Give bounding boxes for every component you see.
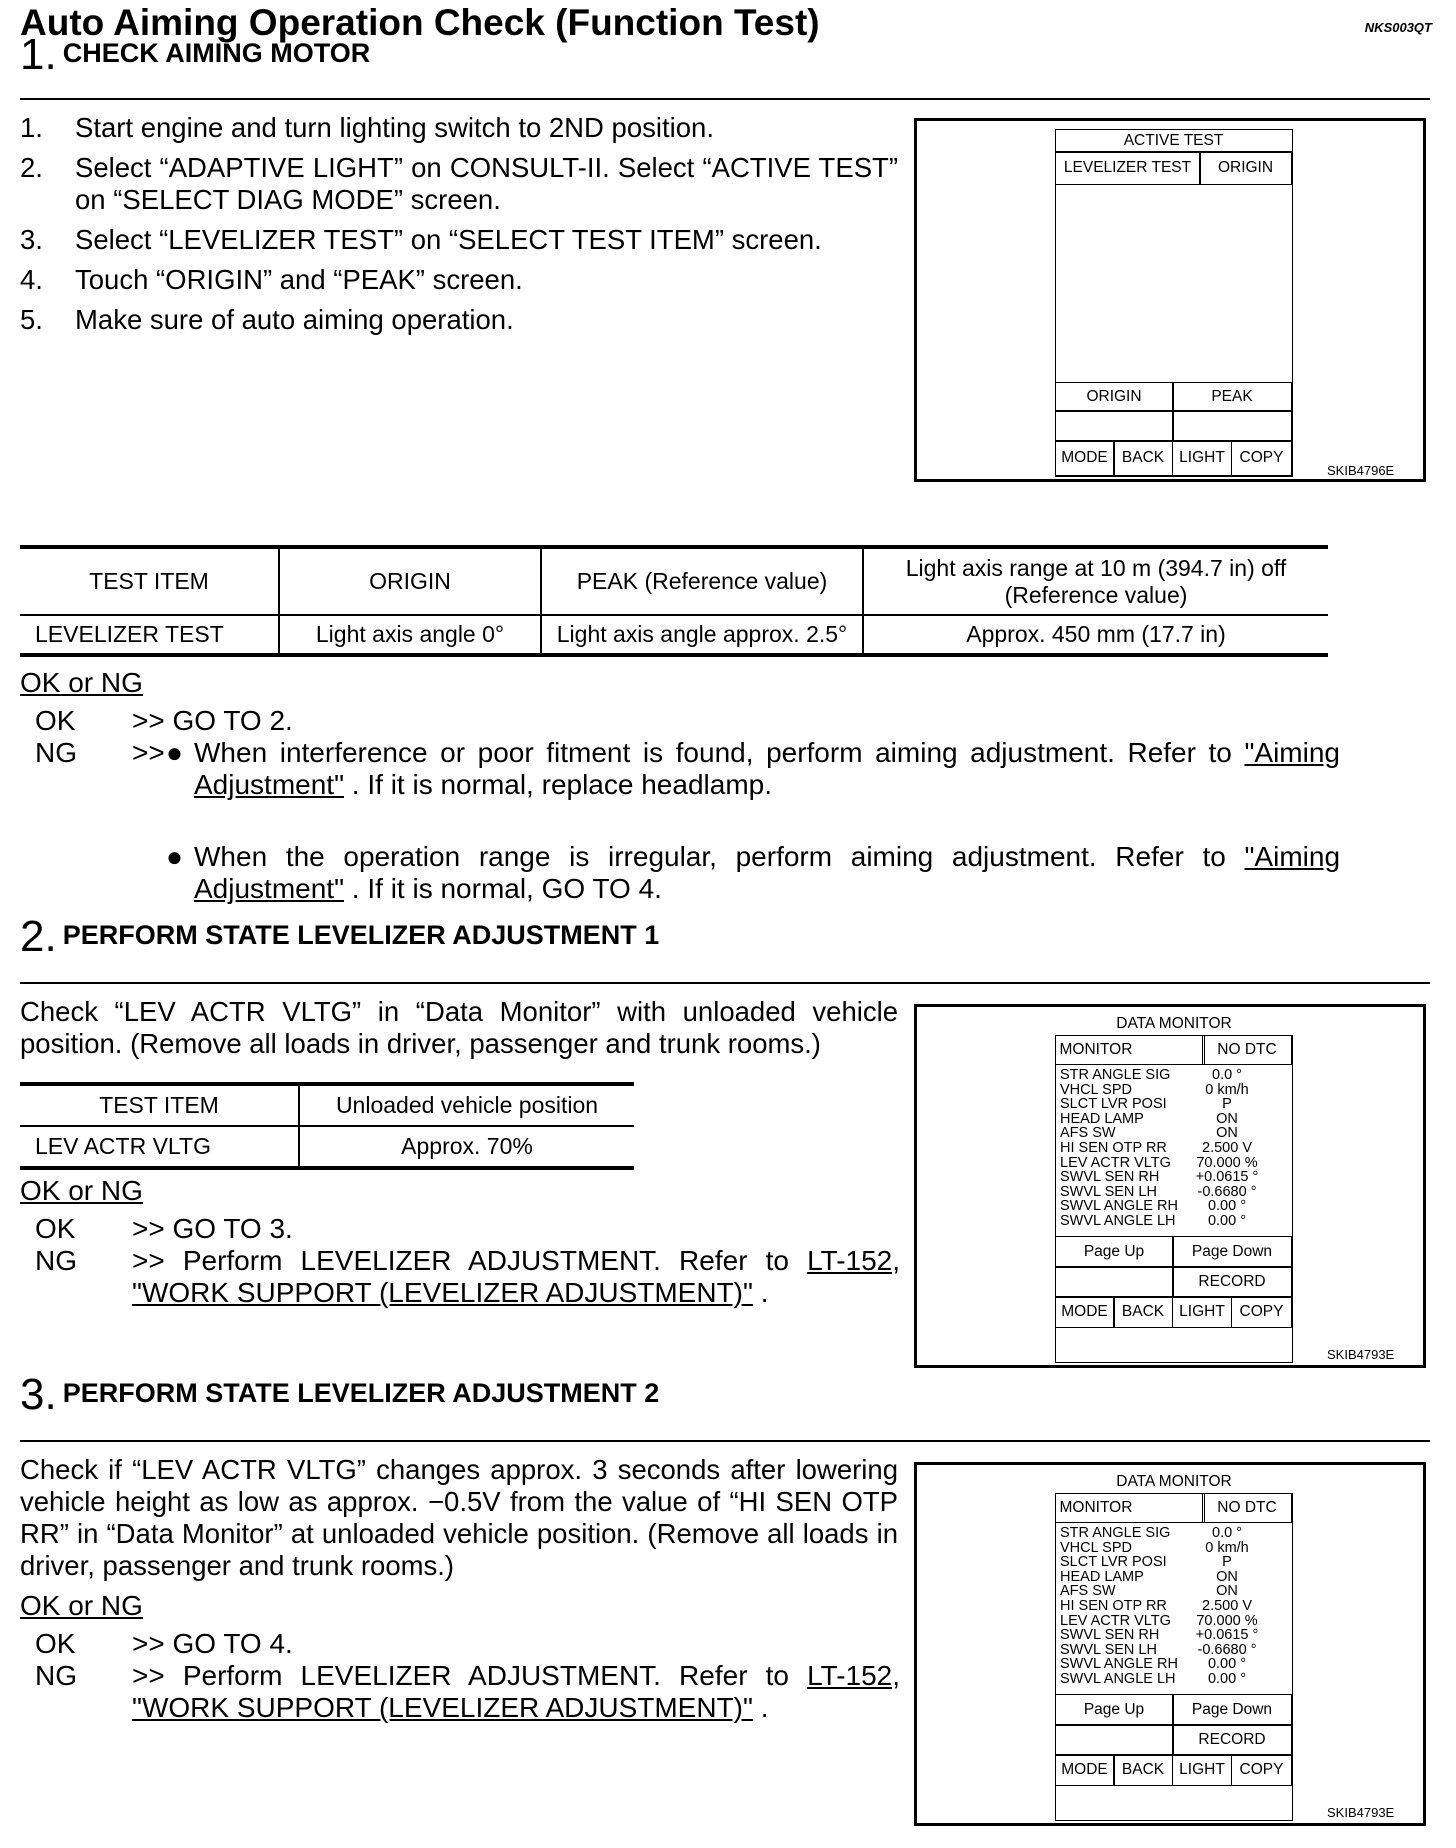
cell: Approx. 450 mm (17.7 in) bbox=[863, 615, 1328, 655]
monitor-row: HI SEN OTP RR 2.500 V bbox=[1060, 1597, 1252, 1614]
instruction-item: 2. Select “ADAPTIVE LIGHT” on CONSULT-II. Select “ACTIVE TEST” on “SELECT DIAG MODE” screen. bbox=[20, 152, 898, 215]
monitor-row: SWVL ANGLE LH 0.00 ° bbox=[1060, 1670, 1247, 1687]
col-header: PEAK (Reference value) bbox=[541, 547, 863, 615]
page-down-button[interactable]: Page Down bbox=[1172, 1236, 1292, 1268]
mode-button[interactable]: MODE bbox=[1055, 440, 1115, 476]
ok-row: OK >> GO TO 3. bbox=[35, 1213, 293, 1244]
screen-title: DATA MONITOR bbox=[1116, 1015, 1232, 1032]
instruction-item: 1. Start engine and turn lighting switch to 2ND position. bbox=[20, 112, 714, 143]
monitor-header: MONITOR bbox=[1055, 1493, 1205, 1523]
light-button[interactable]: LIGHT bbox=[1172, 440, 1232, 476]
levelizer-test-table bbox=[20, 545, 1328, 657]
mode-button[interactable]: MODE bbox=[1055, 1754, 1115, 1786]
consult-screen bbox=[1055, 129, 1293, 477]
col-header: Unloaded vehicle position bbox=[299, 1084, 634, 1126]
bullet-item: ● When the operation range is irregular, perform aiming adjustment. Refer to "Aiming Adjustment" . If it is normal, GO TO 4. bbox=[166, 841, 1341, 904]
origin-status: ORIGIN bbox=[1199, 151, 1292, 185]
aiming-adjustment-link[interactable]: "Aiming Adjustment" bbox=[194, 737, 1340, 800]
step-2-text: Check “LEV ACTR VLTG” in “Data Monitor” with unloaded vehicle position. (Remove all loads in driver, passenger and trunk rooms.) bbox=[20, 996, 898, 1059]
page-up-button[interactable]: Page Up bbox=[1055, 1694, 1174, 1726]
figure-ref: SKIB4793E bbox=[1327, 1347, 1395, 1362]
lt-152-link[interactable]: LT-152, "WORK SUPPORT (LEVELIZER ADJUSTMENT)" bbox=[132, 1660, 901, 1723]
monitor-row: SLCT LVR POSI P bbox=[1060, 1096, 1232, 1113]
test-item-label: LEVELIZER TEST bbox=[1055, 151, 1201, 185]
origin-button[interactable]: ORIGIN bbox=[1055, 382, 1174, 412]
ng-row: NG >> Perform LEVELIZER ADJUSTMENT. Refer to LT-152, "WORK SUPPORT (LEVELIZER ADJUSTMENT)" . bbox=[35, 1245, 901, 1308]
monitor-row: VHCL SPD 0 km/h bbox=[1060, 1081, 1249, 1098]
blank-cell bbox=[1055, 410, 1174, 442]
ng-row: NG >> ● When interference or poor fitment is found, perform aiming adjustment. Refer to "Aiming Adjustment" . If it is normal, replace headlamp. ● When the operation range is irregular, perform aiming adjustment. Refer to "Aiming Adjustment" . If it is normal, GO TO 4. bbox=[35, 737, 1341, 904]
figure-ref: SKIB4796E bbox=[1327, 463, 1395, 478]
monitor-row: SWVL ANGLE LH 0.00 ° bbox=[1060, 1212, 1247, 1229]
table-row bbox=[20, 1126, 634, 1168]
step-title: PERFORM STATE LEVELIZER ADJUSTMENT 1 bbox=[62, 919, 660, 950]
monitor-row: SWVL SEN RH +0.0615 ° bbox=[1060, 1169, 1259, 1186]
monitor-row: AFS SW ON bbox=[1060, 1125, 1238, 1142]
monitor-row: SWVL ANGLE RH 0.00 ° bbox=[1060, 1656, 1247, 1673]
bullet-item: ● When interference or poor fitment is found, perform aiming adjustment. Refer to "Aiming Adjustment" . If it is normal, replace headlamp. bbox=[166, 737, 1340, 800]
table-row bbox=[20, 615, 1328, 655]
lev-actr-table bbox=[20, 1082, 634, 1170]
monitor-row: SWVL ANGLE RH 0.00 ° bbox=[1060, 1198, 1247, 1215]
step-3-result bbox=[20, 1590, 900, 1724]
page-title: Auto Aiming Operation Check (Function Test) bbox=[20, 2, 820, 43]
back-button[interactable]: BACK bbox=[1113, 1296, 1173, 1328]
monitor-row: SLCT LVR POSI P bbox=[1060, 1554, 1232, 1571]
blank-cell bbox=[1172, 410, 1292, 442]
data-monitor-figure bbox=[914, 1004, 1426, 1368]
figure-ref: SKIB4793E bbox=[1327, 1805, 1395, 1820]
ok-row: OK >> GO TO 4. bbox=[35, 1628, 293, 1659]
light-button[interactable]: LIGHT bbox=[1172, 1754, 1232, 1786]
monitor-row: HEAD LAMP ON bbox=[1060, 1568, 1238, 1585]
page-down-button[interactable]: Page Down bbox=[1172, 1694, 1292, 1726]
monitor-list bbox=[1060, 1068, 1266, 1229]
step-2-result bbox=[20, 1175, 900, 1309]
dtc-status: NO DTC bbox=[1202, 1493, 1292, 1523]
blank-cell bbox=[1055, 1724, 1174, 1756]
light-button[interactable]: LIGHT bbox=[1172, 1296, 1232, 1328]
dtc-status: NO DTC bbox=[1202, 1035, 1292, 1065]
step-1-instructions bbox=[20, 112, 898, 344]
document-code: NKS003QT bbox=[1364, 20, 1432, 35]
monitor-row: LEV ACTR VLTG 70.000 % bbox=[1060, 1154, 1258, 1171]
monitor-list bbox=[1060, 1526, 1266, 1687]
consult-screen bbox=[1055, 1493, 1293, 1821]
cell: LEV ACTR VLTG bbox=[20, 1126, 299, 1168]
ok-or-ng-label: OK or NG bbox=[20, 667, 143, 698]
step-number: 2. bbox=[20, 912, 57, 961]
step-3-text: Check if “LEV ACTR VLTG” changes approx. 3 seconds after lowering vehicle height as low as approx. −0.5V from the value of “HI SEN OTP RR” in “Data Monitor” at unloaded vehicle position. (Remove all loads in driver, passenger and trunk rooms.) bbox=[20, 1454, 898, 1581]
divider bbox=[20, 98, 1430, 100]
cell: Light axis angle approx. 2.5° bbox=[541, 615, 863, 655]
monitor-row: SWVL SEN RH +0.0615 ° bbox=[1060, 1627, 1259, 1644]
lt-152-link[interactable]: LT-152, "WORK SUPPORT (LEVELIZER ADJUSTMENT)" bbox=[132, 1245, 901, 1308]
step-2-heading bbox=[20, 912, 659, 962]
record-button[interactable]: RECORD bbox=[1172, 1266, 1292, 1298]
monitor-row: VHCL SPD 0 km/h bbox=[1060, 1539, 1249, 1556]
step-1-heading bbox=[20, 30, 370, 80]
ok-or-ng-label: OK or NG bbox=[20, 1175, 143, 1206]
step-1-result bbox=[20, 667, 1340, 905]
col-header: TEST ITEM bbox=[20, 547, 279, 615]
copy-button[interactable]: COPY bbox=[1231, 1754, 1292, 1786]
cell: LEVELIZER TEST bbox=[20, 615, 279, 655]
instruction-item: 4. Touch “ORIGIN” and “PEAK” screen. bbox=[20, 264, 523, 295]
monitor-row: AFS SW ON bbox=[1060, 1583, 1238, 1600]
copy-button[interactable]: COPY bbox=[1231, 1296, 1292, 1328]
divider bbox=[20, 982, 1430, 984]
col-header: Light axis range at 10 m (394.7 in) off (Reference value) bbox=[863, 547, 1328, 615]
instruction-item: 3. Select “LEVELIZER TEST” on “SELECT TEST ITEM” screen. bbox=[20, 224, 822, 255]
page-up-button[interactable]: Page Up bbox=[1055, 1236, 1174, 1268]
cell: Approx. 70% bbox=[299, 1126, 634, 1168]
screen-title: DATA MONITOR bbox=[1116, 1473, 1232, 1490]
ok-or-ng-label: OK or NG bbox=[20, 1590, 143, 1621]
step-number: 3. bbox=[20, 1370, 57, 1419]
copy-button[interactable]: COPY bbox=[1231, 440, 1292, 476]
instruction-item: 5. Make sure of auto aiming operation. bbox=[20, 304, 514, 335]
ok-row: OK >> GO TO 2. bbox=[35, 705, 293, 736]
monitor-header: MONITOR bbox=[1055, 1035, 1205, 1065]
data-monitor-figure bbox=[914, 1462, 1426, 1826]
step-number: 1. bbox=[20, 30, 57, 79]
aiming-adjustment-link[interactable]: "Aiming Adjustment" bbox=[194, 841, 1341, 904]
step-3-heading bbox=[20, 1370, 659, 1420]
monitor-row: SWVL SEN LH -0.6680 ° bbox=[1060, 1183, 1257, 1200]
active-test-figure bbox=[914, 118, 1426, 482]
col-header: TEST ITEM bbox=[20, 1084, 299, 1126]
monitor-row: HEAD LAMP ON bbox=[1060, 1110, 1238, 1127]
back-button[interactable]: BACK bbox=[1113, 440, 1173, 476]
blank-cell bbox=[1055, 1266, 1174, 1298]
record-button[interactable]: RECORD bbox=[1172, 1724, 1292, 1756]
monitor-row: LEV ACTR VLTG 70.000 % bbox=[1060, 1612, 1258, 1629]
step-title: PERFORM STATE LEVELIZER ADJUSTMENT 2 bbox=[62, 1377, 660, 1408]
step-title: CHECK AIMING MOTOR bbox=[62, 37, 371, 68]
ng-row: NG >> Perform LEVELIZER ADJUSTMENT. Refer to LT-152, "WORK SUPPORT (LEVELIZER ADJUSTMENT)" . bbox=[35, 1660, 901, 1723]
screen-title: ACTIVE TEST bbox=[1055, 129, 1293, 153]
cell: Light axis angle 0° bbox=[279, 615, 541, 655]
monitor-row: STR ANGLE SIG 0.0 ° bbox=[1060, 1525, 1242, 1541]
monitor-row: STR ANGLE SIG 0.0 ° bbox=[1060, 1067, 1242, 1083]
peak-button[interactable]: PEAK bbox=[1172, 382, 1292, 412]
col-header: ORIGIN bbox=[279, 547, 541, 615]
back-button[interactable]: BACK bbox=[1113, 1754, 1173, 1786]
monitor-row: SWVL SEN LH -0.6680 ° bbox=[1060, 1641, 1257, 1658]
monitor-row: HI SEN OTP RR 2.500 V bbox=[1060, 1139, 1252, 1156]
mode-button[interactable]: MODE bbox=[1055, 1296, 1115, 1328]
consult-screen bbox=[1055, 1035, 1293, 1363]
divider bbox=[20, 1440, 1430, 1442]
